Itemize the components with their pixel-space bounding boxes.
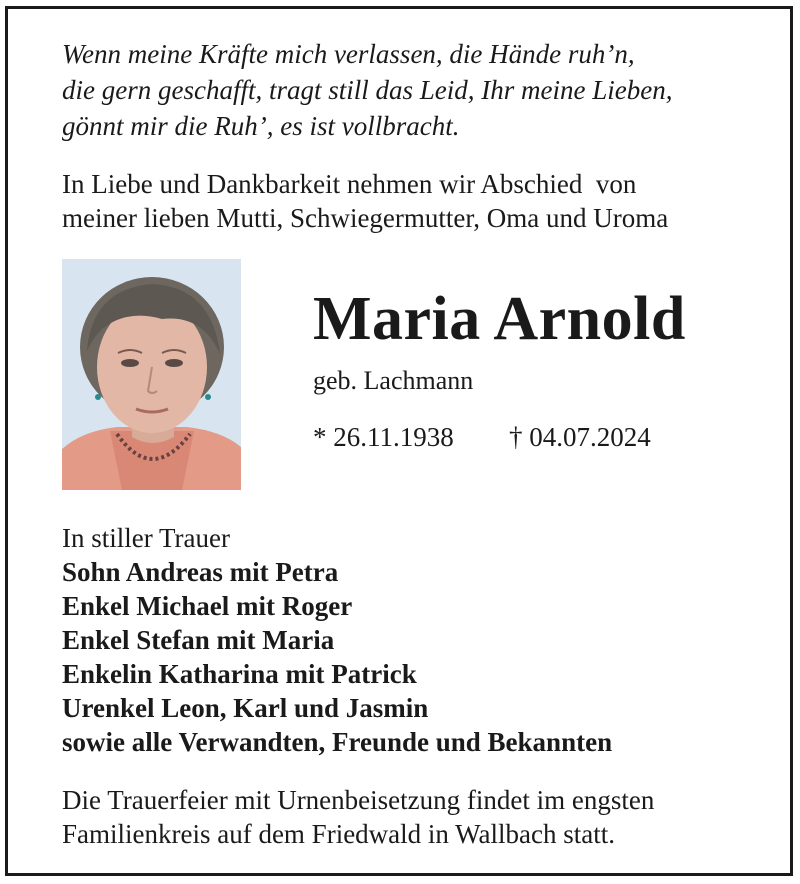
death-date: † 04.07.2024 bbox=[509, 422, 651, 452]
mourner-entry: Enkel Stefan mit Maria bbox=[62, 625, 335, 655]
mourners-list bbox=[62, 521, 612, 759]
mourner-entry: Enkelin Katharina mit Patrick bbox=[62, 659, 417, 689]
birth-date: * 26.11.1938 bbox=[313, 422, 454, 452]
funeral-info-line: Die Trauerfeier mit Urnenbeisetzung findet im engsten bbox=[62, 785, 655, 815]
intro-line: In Liebe und Dankbarkeit nehmen wir Abschied von bbox=[62, 169, 637, 199]
life-dates bbox=[313, 422, 651, 453]
deceased-name: Maria Arnold bbox=[313, 285, 686, 353]
poem-line: die gern geschafft, tragt still das Leid, Ihr meine Lieben, bbox=[62, 75, 673, 105]
birth-name: geb. Lachmann bbox=[313, 366, 474, 395]
poem-line: Wenn meine Kräfte mich verlassen, die Hände ruh’n, bbox=[62, 39, 635, 69]
portrait-photo bbox=[62, 259, 241, 490]
poem-line: gönnt mir die Ruh’, es ist vollbracht. bbox=[62, 111, 460, 141]
funeral-info bbox=[62, 783, 654, 851]
farewell-intro bbox=[62, 167, 668, 235]
mourners-heading: In stiller Trauer bbox=[62, 523, 230, 553]
mourner-entry: Enkel Michael mit Roger bbox=[62, 591, 353, 621]
mourner-entry: sowie alle Verwandten, Freunde und Bekannten bbox=[62, 727, 613, 757]
mourner-entry: Urenkel Leon, Karl und Jasmin bbox=[62, 693, 429, 723]
poem bbox=[62, 36, 672, 144]
intro-line: meiner lieben Mutti, Schwiegermutter, Oma und Uroma bbox=[62, 203, 669, 233]
funeral-info-line: Familienkreis auf dem Friedwald in Wallbach statt. bbox=[62, 819, 615, 849]
mourner-entry: Sohn Andreas mit Petra bbox=[62, 557, 339, 587]
